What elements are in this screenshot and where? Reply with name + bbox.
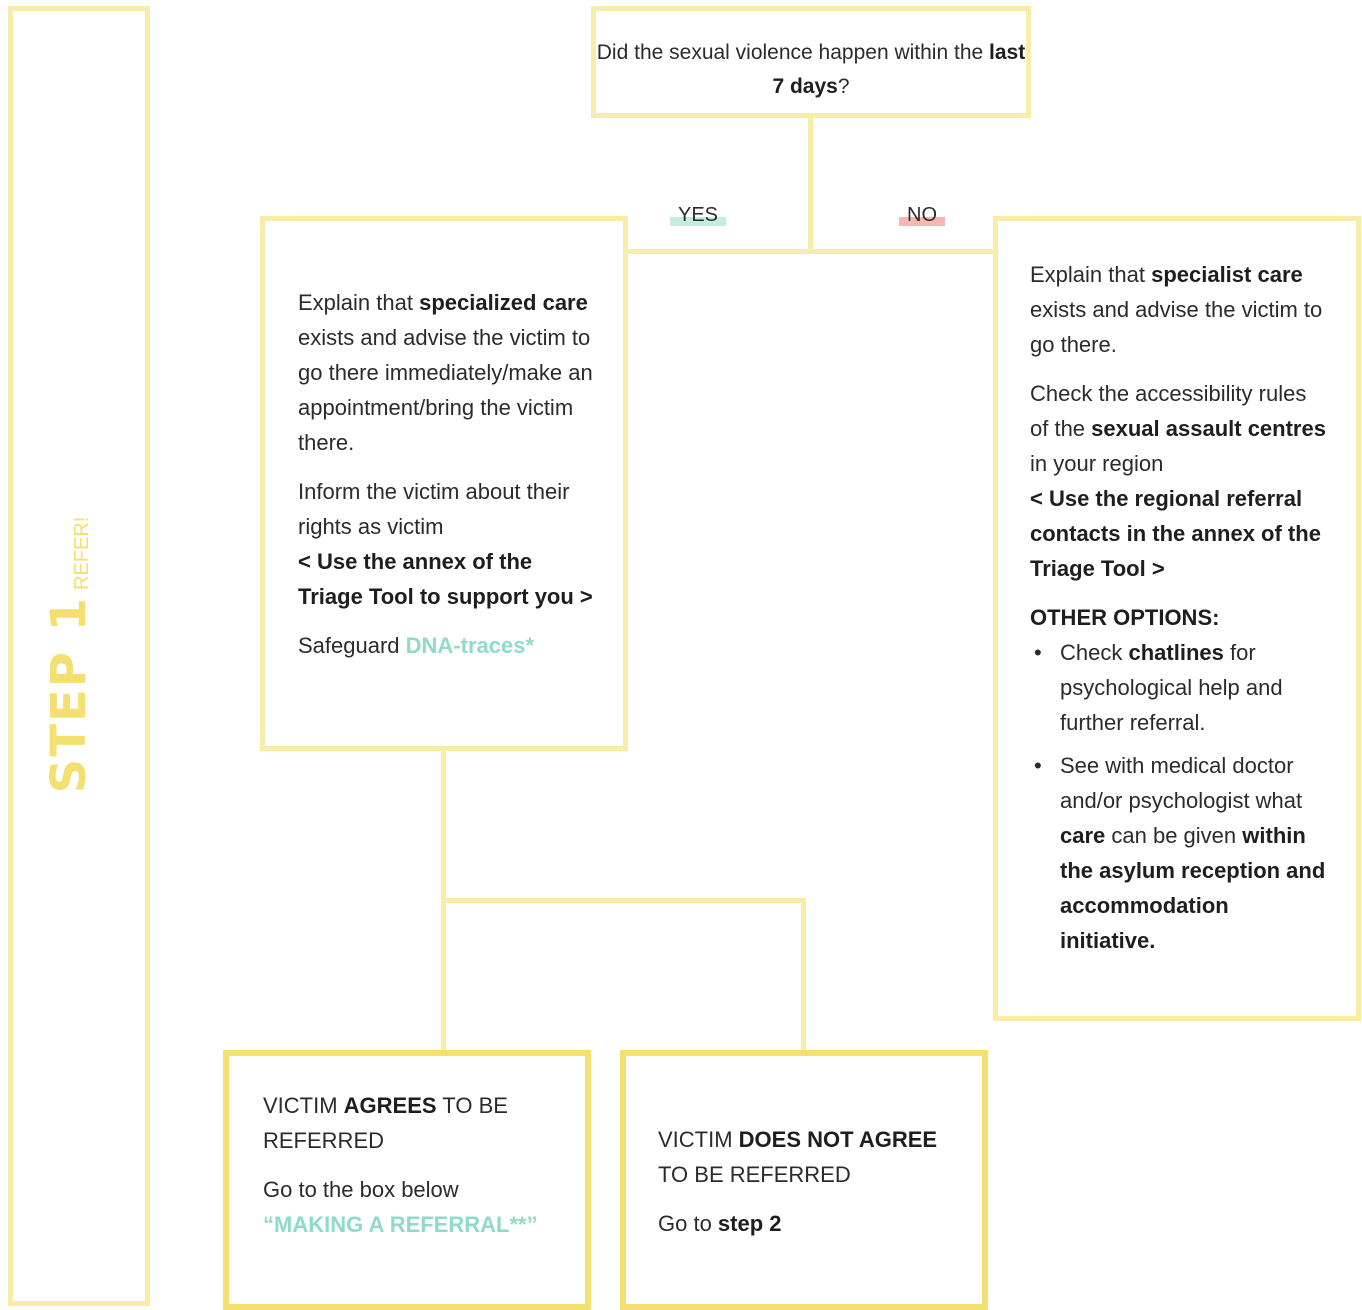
question-bold: last 7 days	[772, 41, 1026, 98]
agrees-bold: AGREES	[343, 1093, 437, 1118]
yes-paragraph-2	[298, 474, 593, 614]
yes-p2-bold: < Use the annex of the Triage Tool to support you >	[298, 549, 593, 609]
opt1-bold: chatlines	[1128, 640, 1224, 665]
no-p2-text-2: in your region	[1030, 451, 1164, 476]
other-options-list	[1030, 635, 1326, 958]
no-label: NO	[899, 204, 945, 226]
agrees-box	[223, 1050, 591, 1310]
opt2-text-2: can be given	[1105, 823, 1243, 848]
agrees-text: VICTIM	[263, 1093, 344, 1118]
making-a-referral-link[interactable]: “MAKING A REFERRAL**”	[263, 1212, 538, 1237]
step-subtitle: REFER!	[71, 516, 93, 590]
yes-p3-text: Safeguard	[298, 633, 406, 658]
connector-horizontal-top	[624, 249, 998, 254]
opt2-bold: care	[1060, 823, 1106, 848]
opt1-text-2: for psychological help and further referral.	[1060, 640, 1283, 735]
connector-yes-down	[441, 748, 446, 903]
yes-box	[260, 216, 628, 751]
no-box	[993, 216, 1361, 1021]
bullet-icon: •	[1034, 753, 1042, 778]
other-options-title	[1030, 600, 1326, 635]
opt2-text: See with medical doctor and/or psychologist what	[1060, 753, 1303, 813]
connector-disagree-down	[801, 898, 806, 1054]
connector-question-down	[808, 116, 813, 254]
agrees-text-2: TO BE REFERRED	[263, 1093, 508, 1153]
step-title: STEP 1	[41, 595, 97, 794]
yes-p1-bold: specialized care	[419, 290, 588, 315]
disagrees-line-2	[658, 1206, 952, 1241]
step-label	[16, 516, 122, 794]
disagrees-box	[620, 1050, 988, 1310]
disagrees-text: VICTIM	[658, 1127, 739, 1152]
question-box	[591, 6, 1031, 118]
list-item	[1030, 635, 1326, 740]
disagrees-text-2: TO BE REFERRED	[658, 1162, 851, 1187]
question-text-post: ?	[837, 75, 850, 98]
agrees-goto-text: Go to the box below	[263, 1177, 459, 1202]
step-2-link[interactable]: step 2	[717, 1211, 782, 1236]
yes-p1-text-2: exists and advise the victim to go there immediately/make an appointment/bring the victim there.	[298, 325, 593, 455]
disagrees-goto-text: Go to	[658, 1211, 718, 1236]
opt2-bold-2: within the asylum reception and accommodation initiative.	[1060, 823, 1326, 953]
no-p1-text: Explain that	[1030, 262, 1152, 287]
yes-p2-text: Inform the victim about their rights as victim	[298, 479, 570, 539]
no-paragraph-2	[1030, 376, 1326, 586]
bullet-icon: •	[1034, 640, 1042, 665]
agrees-line-1	[263, 1088, 555, 1158]
no-p2-text: Check the accessibility rules of the	[1030, 381, 1307, 441]
list-item	[1030, 748, 1326, 958]
yes-paragraph-3	[298, 628, 593, 663]
yes-p1-text: Explain that	[298, 290, 420, 315]
agrees-line-2	[263, 1172, 555, 1242]
other-options-title-text: OTHER OPTIONS:	[1030, 605, 1220, 630]
no-p2-bold: sexual assault centres	[1091, 416, 1326, 441]
dna-traces-link[interactable]: DNA-traces*	[405, 633, 535, 658]
no-p2-bold-2: < Use the regional referral contacts in the annex of the Triage Tool >	[1030, 486, 1321, 581]
no-paragraph-1	[1030, 257, 1326, 362]
question-text-pre: Did the sexual violence happen within the	[596, 41, 990, 64]
no-p1-text-2: exists and advise the victim to go there.	[1030, 297, 1323, 357]
disagrees-bold: DOES NOT AGREE	[738, 1127, 938, 1152]
connector-horizontal-bottom	[441, 898, 806, 903]
connector-agree-down	[441, 898, 446, 1054]
no-p1-bold: specialist care	[1151, 262, 1303, 287]
yes-paragraph-1	[298, 285, 593, 460]
disagrees-line-1	[658, 1122, 952, 1192]
yes-label: YES	[670, 204, 726, 226]
opt1-text: Check	[1060, 640, 1129, 665]
